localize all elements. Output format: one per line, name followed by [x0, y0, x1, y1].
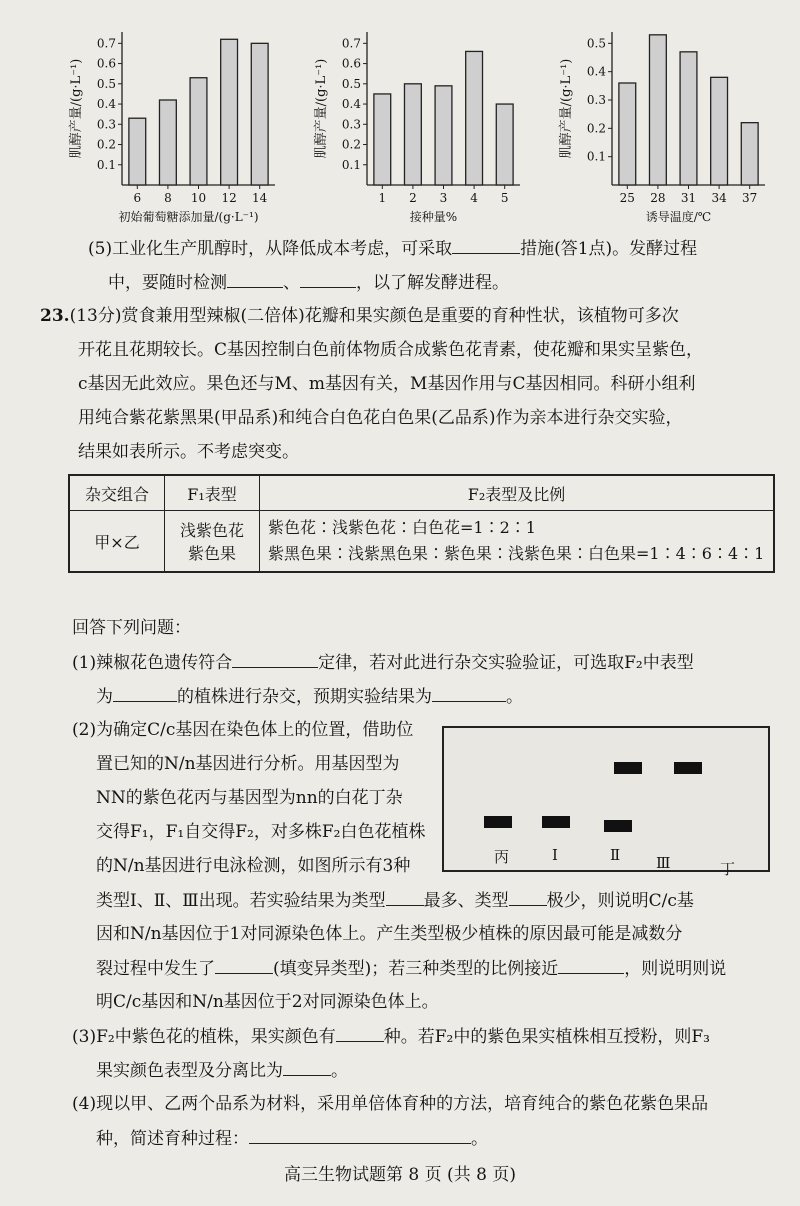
q23-line3: c基因无此效应。果色还与M、m基因有关，M基因作用与C基因相同。科研小组利: [78, 374, 696, 394]
x-tick-label: 14: [252, 191, 268, 205]
x-tick-label: 2: [409, 191, 417, 205]
y-axis-label: 肌醇产量/(g·L⁻¹): [314, 58, 329, 159]
cell-cross: 甲×乙: [69, 511, 165, 573]
y-tick-label: 0.4: [96, 97, 116, 112]
lane-label-bing: 丙: [494, 848, 510, 866]
cell-f2: [260, 511, 775, 573]
chart-svg: [60, 20, 285, 225]
chart-svg: [550, 20, 775, 225]
p4-line1: (4)现以甲、乙两个品系为材料，采用单倍体育种的方法，培育纯合的紫色花紫色果品: [72, 1094, 709, 1114]
bar-34: [711, 77, 728, 185]
electrophoresis-gel: [442, 726, 770, 878]
lane-label-III: Ⅲ: [656, 854, 671, 872]
p1-line2: 为 的植株进行杂交，预期实验结果为 。: [96, 684, 523, 709]
y-tick-label: 0.2: [586, 121, 606, 136]
q23-line1: 23.(13分)赏食兼用型辣椒(二倍体)花瓣和果实颜色是重要的育种性状，该植物可多次: [40, 306, 679, 326]
p2-line4: 交得F₁，F₁自交得F₂，对多株F₂白色花植株: [96, 822, 426, 842]
f2-flower-ratio: 紫色花∶浅紫色花∶白色花=1∶2∶1: [268, 518, 536, 537]
q23-line5: 结果如表所示。不考虑突变。: [78, 442, 299, 462]
y-tick-label: 0.4: [341, 97, 361, 112]
y-tick-label: 0.1: [96, 157, 116, 172]
y-tick-label: 0.2: [96, 137, 116, 152]
f2-fruit-ratio: 紫黑色果∶浅紫黑色果∶紫色果∶浅紫色果∶白色果=1∶4∶6∶4∶1: [268, 544, 765, 563]
x-tick-label: 10: [190, 191, 207, 205]
y-tick-label: 0.6: [96, 56, 116, 71]
x-tick-label: 8: [164, 191, 172, 205]
bar-37: [741, 123, 758, 185]
x-tick-label: 37: [742, 191, 758, 205]
x-tick-label: 28: [650, 191, 666, 205]
p2-line1: (2)为确定C/c基因在染色体上的位置，借助位: [72, 720, 414, 740]
q23-line2: 开花且花期较长。C基因控制白色前体物质合成紫色花青素，使花瓣和果实呈紫色，: [78, 340, 704, 360]
x-tick-label: 3: [439, 191, 448, 205]
bar-14: [251, 43, 268, 185]
bar-10: [190, 78, 207, 185]
y-tick-label: 0.1: [586, 149, 606, 164]
x-tick-label: 34: [711, 191, 727, 205]
p2-line3: NN的紫色花丙与基因型为nn的白花丁杂: [96, 788, 403, 808]
y-tick-label: 0.5: [586, 36, 606, 51]
p3-line1: (3)F₂中紫色花的植株，果实颜色有 种。若F₂中的紫色果实植株相互授粉，则F₃: [72, 1024, 710, 1049]
x-tick-label: 5: [500, 191, 509, 205]
y-axis-label: 肌醇产量/(g·L⁻¹): [69, 58, 84, 159]
x-axis-label: 初始葡萄糖添加量/(g·L⁻¹): [118, 210, 259, 224]
f1-flower: 浅紫色花: [179, 521, 244, 540]
bar-8: [159, 100, 176, 185]
y-tick-label: 0.5: [96, 76, 116, 91]
header-cross: 杂交组合: [69, 475, 165, 511]
chart-inoculum: [305, 20, 530, 229]
band-bing: [484, 816, 512, 828]
p2-line9: 明C/c基因和N/n基因位于2对同源染色体上。: [96, 992, 439, 1012]
header-f2: F₂表型及比例: [260, 475, 775, 511]
band-ding: [674, 762, 702, 774]
q5-line1: (5)工业化生产肌醇时，从降低成本考虑，可采取 措施(答1点)。发酵过程: [88, 236, 697, 261]
y-tick-label: 0.3: [341, 117, 361, 132]
cross-result-table: [68, 474, 775, 573]
y-tick-label: 0.3: [586, 93, 606, 107]
bar-5: [496, 104, 513, 185]
y-tick-label: 0.2: [341, 137, 361, 152]
band-III-upper: [614, 762, 642, 774]
x-axis-label: 诱导温度/℃: [645, 210, 712, 224]
p2-line6: 类型Ⅰ、Ⅱ、Ⅲ出现。若实验结果为类型 最多、类型 极少，则说明C/c基: [96, 888, 694, 913]
bar-charts-row: [60, 20, 790, 225]
header-f1: F₁表型: [165, 475, 260, 511]
x-tick-label: 25: [619, 191, 635, 205]
q5-line2: 中，要随时检测 、 ，以了解发酵进程。: [108, 270, 509, 295]
p1-line1: (1)辣椒花色遗传符合 定律，若对此进行杂交实验验证，可选取F₂中表型: [72, 650, 694, 675]
p2-line7: 因和N/n基因位于1对同源染色体上。产生类型极少植株的原因最可能是减数分: [96, 924, 683, 944]
x-tick-label: 12: [221, 191, 237, 205]
p3-line2: 果实颜色表型及分离比为 。: [96, 1058, 348, 1083]
lane-label-ding: 丁: [720, 860, 736, 878]
chart-svg: [305, 20, 530, 225]
y-tick-label: 0.3: [96, 117, 116, 132]
y-tick-label: 0.7: [96, 36, 116, 51]
y-tick-label: 0.4: [586, 64, 606, 79]
bar-25: [619, 83, 636, 185]
lane-label-II: Ⅱ: [610, 846, 621, 864]
y-tick-label: 0.1: [341, 157, 361, 172]
p4-line2: 种，简述育种过程： 。: [96, 1126, 488, 1151]
y-tick-label: 0.7: [341, 36, 361, 51]
bar-4: [466, 51, 483, 185]
p2-line2: 置已知的N/n基因进行分析。用基因型为: [96, 754, 400, 774]
bar-6: [129, 118, 146, 185]
bar-28: [649, 35, 666, 185]
y-tick-label: 0.6: [341, 56, 361, 71]
band-II-lower: [604, 820, 632, 832]
bar-2: [404, 84, 421, 185]
page-footer: 高三生物试题第 8 页 (共 8 页): [284, 1165, 516, 1185]
lane-label-I: Ⅰ: [552, 846, 558, 864]
p2-line5: 的N/n基因进行电泳检测，如图所示有3种: [96, 856, 411, 876]
x-tick-label: 4: [470, 191, 478, 205]
f1-fruit: 紫色果: [187, 544, 236, 563]
bar-12: [221, 39, 238, 185]
q23-line4: 用纯合紫花紫黑果(甲品系)和纯合白色花白色果(乙品系)作为亲本进行杂交实验，: [78, 408, 683, 428]
bar-31: [680, 52, 697, 185]
band-I: [542, 816, 570, 828]
p2-line8: 裂过程中发生了 (填变异类型)；若三种类型的比例接近 ，则说明则说: [96, 956, 726, 981]
answer-prompt: 回答下列问题：: [72, 618, 191, 638]
chart-temperature: [550, 20, 775, 229]
x-tick-label: 1: [378, 191, 387, 205]
chart-glucose: [60, 20, 285, 229]
x-tick-label: 31: [680, 191, 697, 205]
x-axis-label: 接种量%: [409, 210, 458, 224]
bar-1: [374, 94, 391, 185]
y-tick-label: 0.5: [341, 76, 361, 91]
y-axis-label: 肌醇产量/(g·L⁻¹): [559, 58, 574, 159]
cell-f1: [165, 511, 260, 573]
bar-3: [435, 86, 452, 185]
x-tick-label: 6: [133, 191, 142, 205]
